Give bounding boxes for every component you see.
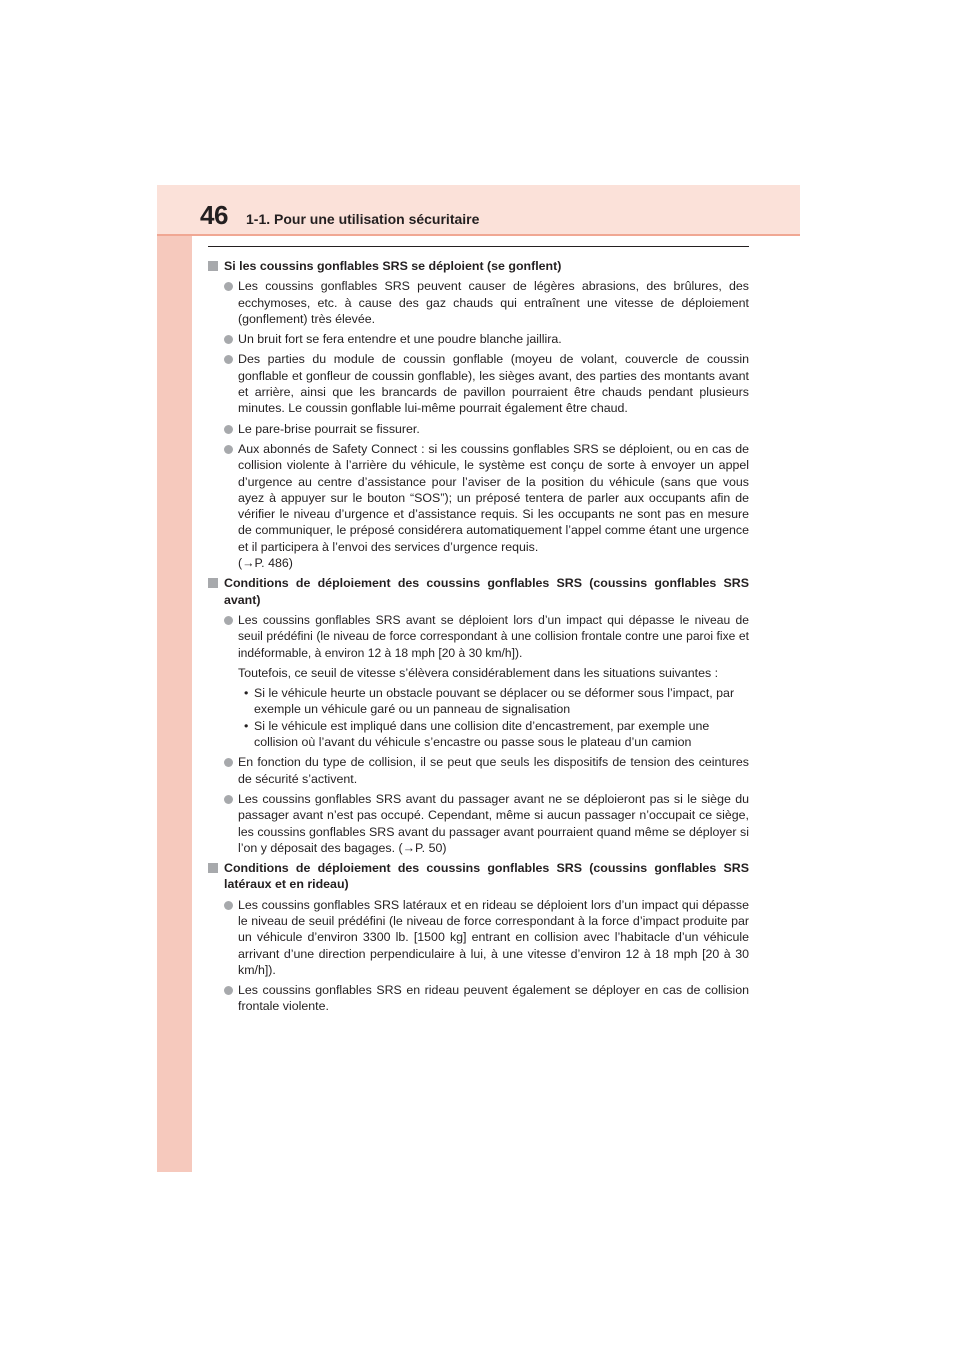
heading-text: Conditions de déploiement des coussins gonflables SRS (coussins gonflables SRS avant) bbox=[224, 576, 749, 607]
bullet-text: Les coussins gonflables SRS latéraux et en rideau se déploient lors d’un impact qui dépasse le niveau de seuil prédéfini (le niveau de force correspondant à la force d’impact produite par un véhicule d’environ 3300 lb. [1500 kg] entrant en collision avec l’habitacle d’un véhicule arrivant d’une direction perpendiculaire à lui, à une vitesse d’environ 12 à 18 mph [20 à 30 km/h]). bbox=[238, 897, 749, 977]
square-bullet-icon bbox=[208, 578, 218, 588]
sub-item bbox=[208, 718, 749, 751]
bullet-item bbox=[208, 278, 749, 327]
heading-text: Conditions de déploiement des coussins gonflables SRS (coussins gonflables SRS latéraux et en rideau) bbox=[224, 861, 749, 892]
heading-text: Si les coussins gonflables SRS se déploient (se gonflent) bbox=[224, 259, 562, 273]
square-bullet-icon bbox=[208, 863, 218, 873]
bullet-text: Les coussins gonflables SRS avant se déploient lors d’un impact qui dépasse le niveau de seuil prédéfini (le niveau de force correspondant à une collision frontale contre une paroi fixe et indéformable, à environ 12 à 18 mph [20 à 30 km/h]). bbox=[238, 612, 749, 660]
round-bullet-icon bbox=[224, 355, 233, 364]
header-rule bbox=[157, 234, 800, 236]
bullet-text: Les coussins gonflables SRS en rideau peuvent également se déployer en cas de collision frontale violente. bbox=[238, 983, 749, 1014]
section-heading bbox=[208, 860, 749, 893]
bullet-item bbox=[208, 331, 749, 347]
dot-marker: • bbox=[244, 686, 249, 701]
bullet-item bbox=[208, 612, 749, 661]
section-heading bbox=[208, 258, 749, 274]
dot-marker: • bbox=[244, 718, 249, 733]
round-bullet-icon bbox=[224, 425, 233, 434]
paragraph: Toutefois, ce seuil de vitesse s’élèvera considérablement dans les situations suivantes : bbox=[238, 665, 719, 680]
bullet-text: Le pare-brise pourrait se fissurer. bbox=[238, 421, 420, 436]
side-color-band bbox=[157, 185, 192, 1172]
square-bullet-icon bbox=[208, 261, 218, 271]
round-bullet-icon bbox=[224, 616, 233, 625]
section-title: 1-1. Pour une utilisation sécuritaire bbox=[246, 211, 480, 227]
round-bullet-icon bbox=[224, 335, 233, 344]
content-divider bbox=[208, 246, 749, 247]
page-reference: (→P. 486) bbox=[238, 556, 293, 571]
sub-item bbox=[208, 685, 749, 718]
bullet-item bbox=[208, 441, 749, 571]
bullet-item bbox=[208, 791, 749, 856]
page-content bbox=[208, 258, 749, 1019]
round-bullet-icon bbox=[224, 795, 233, 804]
sub-item-text: Si le véhicule est impliqué dans une collision dite d’encastrement, par exemple une collision où l’avant du véhicule s’encastre ou passe sous le plateau d’un camion bbox=[254, 718, 710, 750]
sub-item-text: Si le véhicule heurte un obstacle pouvant se déplacer ou se déformer sous l’impact, par exemple un véhicule garé ou un panneau de signalisation bbox=[254, 686, 735, 717]
round-bullet-icon bbox=[224, 901, 233, 910]
bullet-text: Aux abonnés de Safety Connect : si les coussins gonflables SRS se déploient, ou en cas de collision violente à l’arrière du véhicule, le système est conçu de sorte à envoyer un appel d’urgence au centre d’assistance pour l’aviser de la position du véhicule (sans que vous ayez à appuyer sur le bouton “SOS”); un préposé tentera de parler aux occupants afin de vérifier le niveau d’urgence et d’assistance requis. Si les occupants ne sont pas en mesure de communiquer, le préposé considérera automatiquement l’appel comme étant une urgence et il participera à l’envoi des services d’urgence requis. bbox=[238, 441, 749, 554]
round-bullet-icon bbox=[224, 986, 233, 995]
bullet-text: En fonction du type de collision, il se peut que seuls les dispositifs de tension des ceintures de sécurité s’activent. bbox=[238, 755, 749, 786]
bullet-text: Un bruit fort se fera entendre et une poudre blanche jaillira. bbox=[238, 332, 562, 347]
bullet-item bbox=[208, 897, 749, 978]
page-number: 46 bbox=[200, 200, 228, 230]
sub-list bbox=[208, 685, 749, 750]
bullet-item bbox=[208, 351, 749, 416]
bullet-text: Les coussins gonflables SRS peuvent causer de légères abrasions, des brûlures, des ecchymoses, etc. à cause des gaz chauds qui entraînent une vitesse de déploiement (gonflement) très élevée. bbox=[238, 279, 749, 326]
section-heading bbox=[208, 575, 749, 608]
bullet-item bbox=[208, 754, 749, 787]
round-bullet-icon bbox=[224, 445, 233, 454]
bullet-item bbox=[208, 421, 749, 437]
bullet-item bbox=[208, 982, 749, 1015]
round-bullet-icon bbox=[224, 758, 233, 767]
bullet-text: Les coussins gonflables SRS avant du passager avant ne se déploieront pas si le siège du passager avant n’est pas occupé. Cependant, même si aucun passager n’occupait ce siège, les coussins gonflables SRS avant du passager avant pourraient quand même se déployer si l’on y déposait des bagages. (→P. 50) bbox=[238, 791, 749, 855]
round-bullet-icon bbox=[224, 282, 233, 291]
bullet-text: Des parties du module de coussin gonflable (moyeu de volant, couvercle de coussin gonflable et gonfleur de coussin gonflable), les sièges avant, des parties des montants avant et arrière, ainsi que les brancards de pavillon pourraient être chauds pendant plusieurs minutes. Le coussin gonflable lui-même pourrait également être chaud. bbox=[238, 352, 749, 416]
